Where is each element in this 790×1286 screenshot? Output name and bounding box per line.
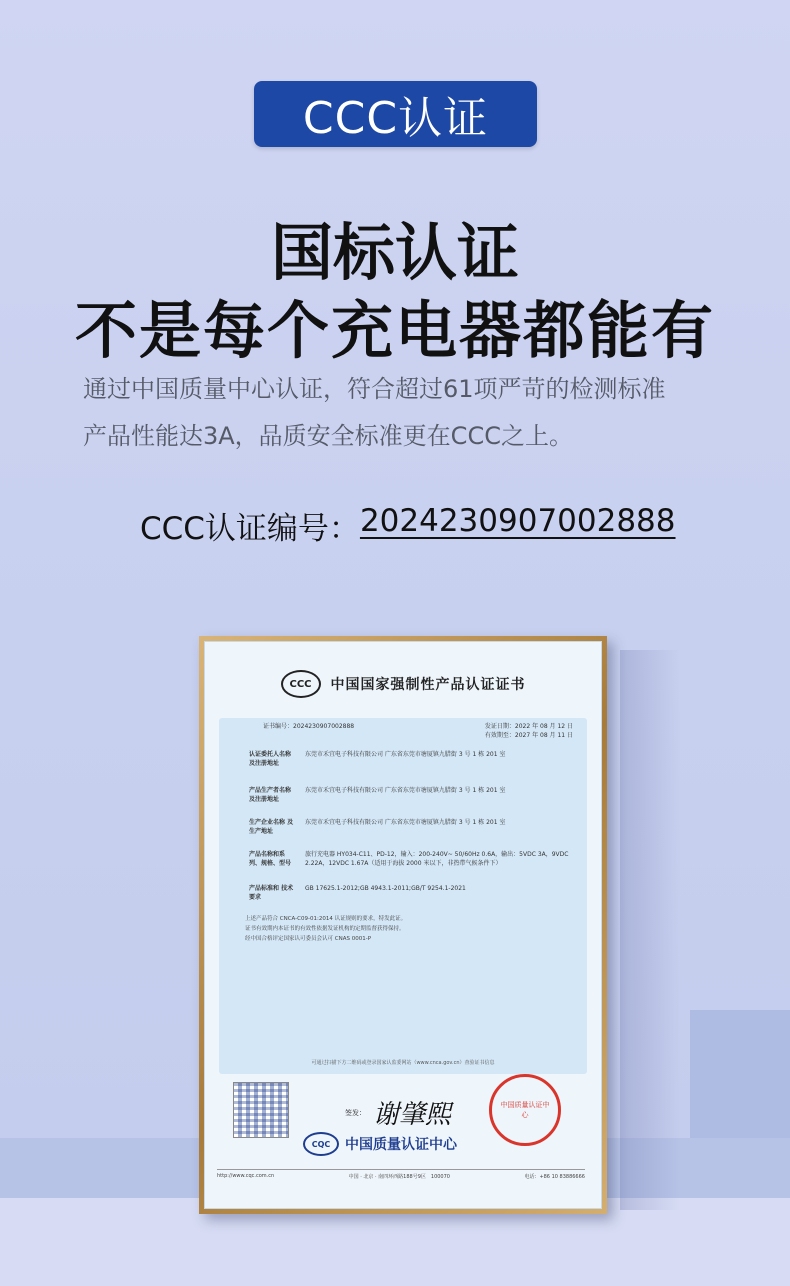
cert-no (263, 722, 354, 731)
cert-field-value: GB 17625.1-2012;GB 4943.1-2011;GB/T 9254.1-2021 (305, 885, 466, 892)
cert-field (249, 818, 585, 836)
cqc-logo-icon: CQC (303, 1132, 339, 1156)
cert-number-label: CCC认证编号： (140, 511, 360, 547)
cert-field (249, 750, 585, 768)
cert-field-value: 东莞市禾宜电子科技有限公司 广东省东莞市塘厦镇九腊街 3 号 1 栋 201 室 (305, 787, 506, 794)
cert-field (249, 786, 585, 804)
cert-body (219, 718, 587, 1074)
headline-line1: 国标认证 (270, 216, 519, 289)
cert-field (249, 884, 585, 902)
headline-line2: 不是每个充电器都能有 (74, 294, 715, 367)
cert-dates (485, 722, 573, 740)
cert-number (140, 503, 676, 548)
signature-label: 签发： (345, 1109, 366, 1117)
cert-field-value: 东莞市禾宜电子科技有限公司 广东省东莞市塘厦镇九腊街 3 号 1 栋 201 室 (305, 819, 506, 826)
ccc-badge: CCC认证 (254, 81, 537, 147)
cert-note-line: 经中国合格评定国家认可委员会认可 CNAS 0001-P (245, 936, 372, 942)
cert-footnote: 可通过扫描下方二维码或登录国家认监委网站（www.cnca.gov.cn）查验证书信息 (311, 1060, 495, 1066)
qr-code-icon (233, 1082, 289, 1138)
footer-address: 中国 · 北京 · 南四环西路188号9区 100070 (348, 1174, 450, 1180)
cert-title: 中国国家强制性产品认证证书 (330, 677, 526, 693)
cert-note-line: 上述产品符合 CNCA-C09-01:2014 认证规则的要求，特发此证。 (245, 916, 407, 922)
cert-no-value: 2024230907002888 (293, 723, 355, 730)
cert-note (245, 914, 406, 944)
cqc-name: 中国质量认证中心 (345, 1137, 457, 1153)
issue-label: 发证日期： (484, 723, 515, 730)
signature: 谢肇熙 (373, 1100, 452, 1130)
ccc-logo-icon: CCC (281, 670, 321, 698)
footer-web: http://www.cqc.com.cn (217, 1173, 275, 1179)
certificate-paper (204, 641, 602, 1209)
certificate-frame (199, 636, 607, 1214)
cert-field-label: 生产企业名称 及生产地址 (249, 819, 294, 835)
cert-note-line: 证书有效期内本证书的有效性依据发证机构的定期监督获得保持。 (245, 926, 405, 932)
expiry-date: 2027 年 08 月 11 日 (514, 732, 573, 739)
issue-date: 2022 年 08 月 12 日 (514, 723, 573, 730)
cert-number-value: 2024230907002888 (359, 503, 676, 539)
cert-header (205, 670, 601, 698)
frame-shadow (620, 650, 680, 1210)
red-seal-icon (489, 1074, 561, 1146)
cert-field-value: 东莞市禾宜电子科技有限公司 广东省东莞市塘厦镇九腊街 3 号 1 栋 201 室 (305, 751, 506, 758)
cert-field-label: 产品名称和系列、规格、型号 (249, 851, 292, 867)
cert-field (249, 850, 585, 868)
description-line2: 产品性能达3A，品质安全标准更在CCC之上。 (83, 422, 573, 450)
cert-footer (217, 1169, 585, 1180)
footer-phone: 电话：+86 10 83886666 (524, 1174, 585, 1180)
seal-text: 中国质量认证中心 (500, 1101, 550, 1119)
cert-field-label: 认证委托人名称 及注册地址 (249, 751, 292, 767)
cert-field-label: 产品标准和 技术要求 (249, 885, 294, 901)
cert-field-label: 产品生产者名称 及注册地址 (249, 787, 292, 803)
cert-no-label: 证书编号： (263, 723, 294, 730)
description-line1: 通过中国质量中心认证，符合超过61项严苛的检测标准 (83, 375, 666, 403)
cqc-row (303, 1132, 457, 1156)
expiry-label: 有效期至： (484, 732, 515, 739)
cert-field-value: 旅行充电器 HY034-C11、PD-12，输入：200-240V~ 50/60Hz 0.6A，输出：5VDC 3A，9VDC 2.22A，12VDC 1.67A（适用于海拔 2000 米以下，非热带气候条件下） (305, 851, 569, 867)
